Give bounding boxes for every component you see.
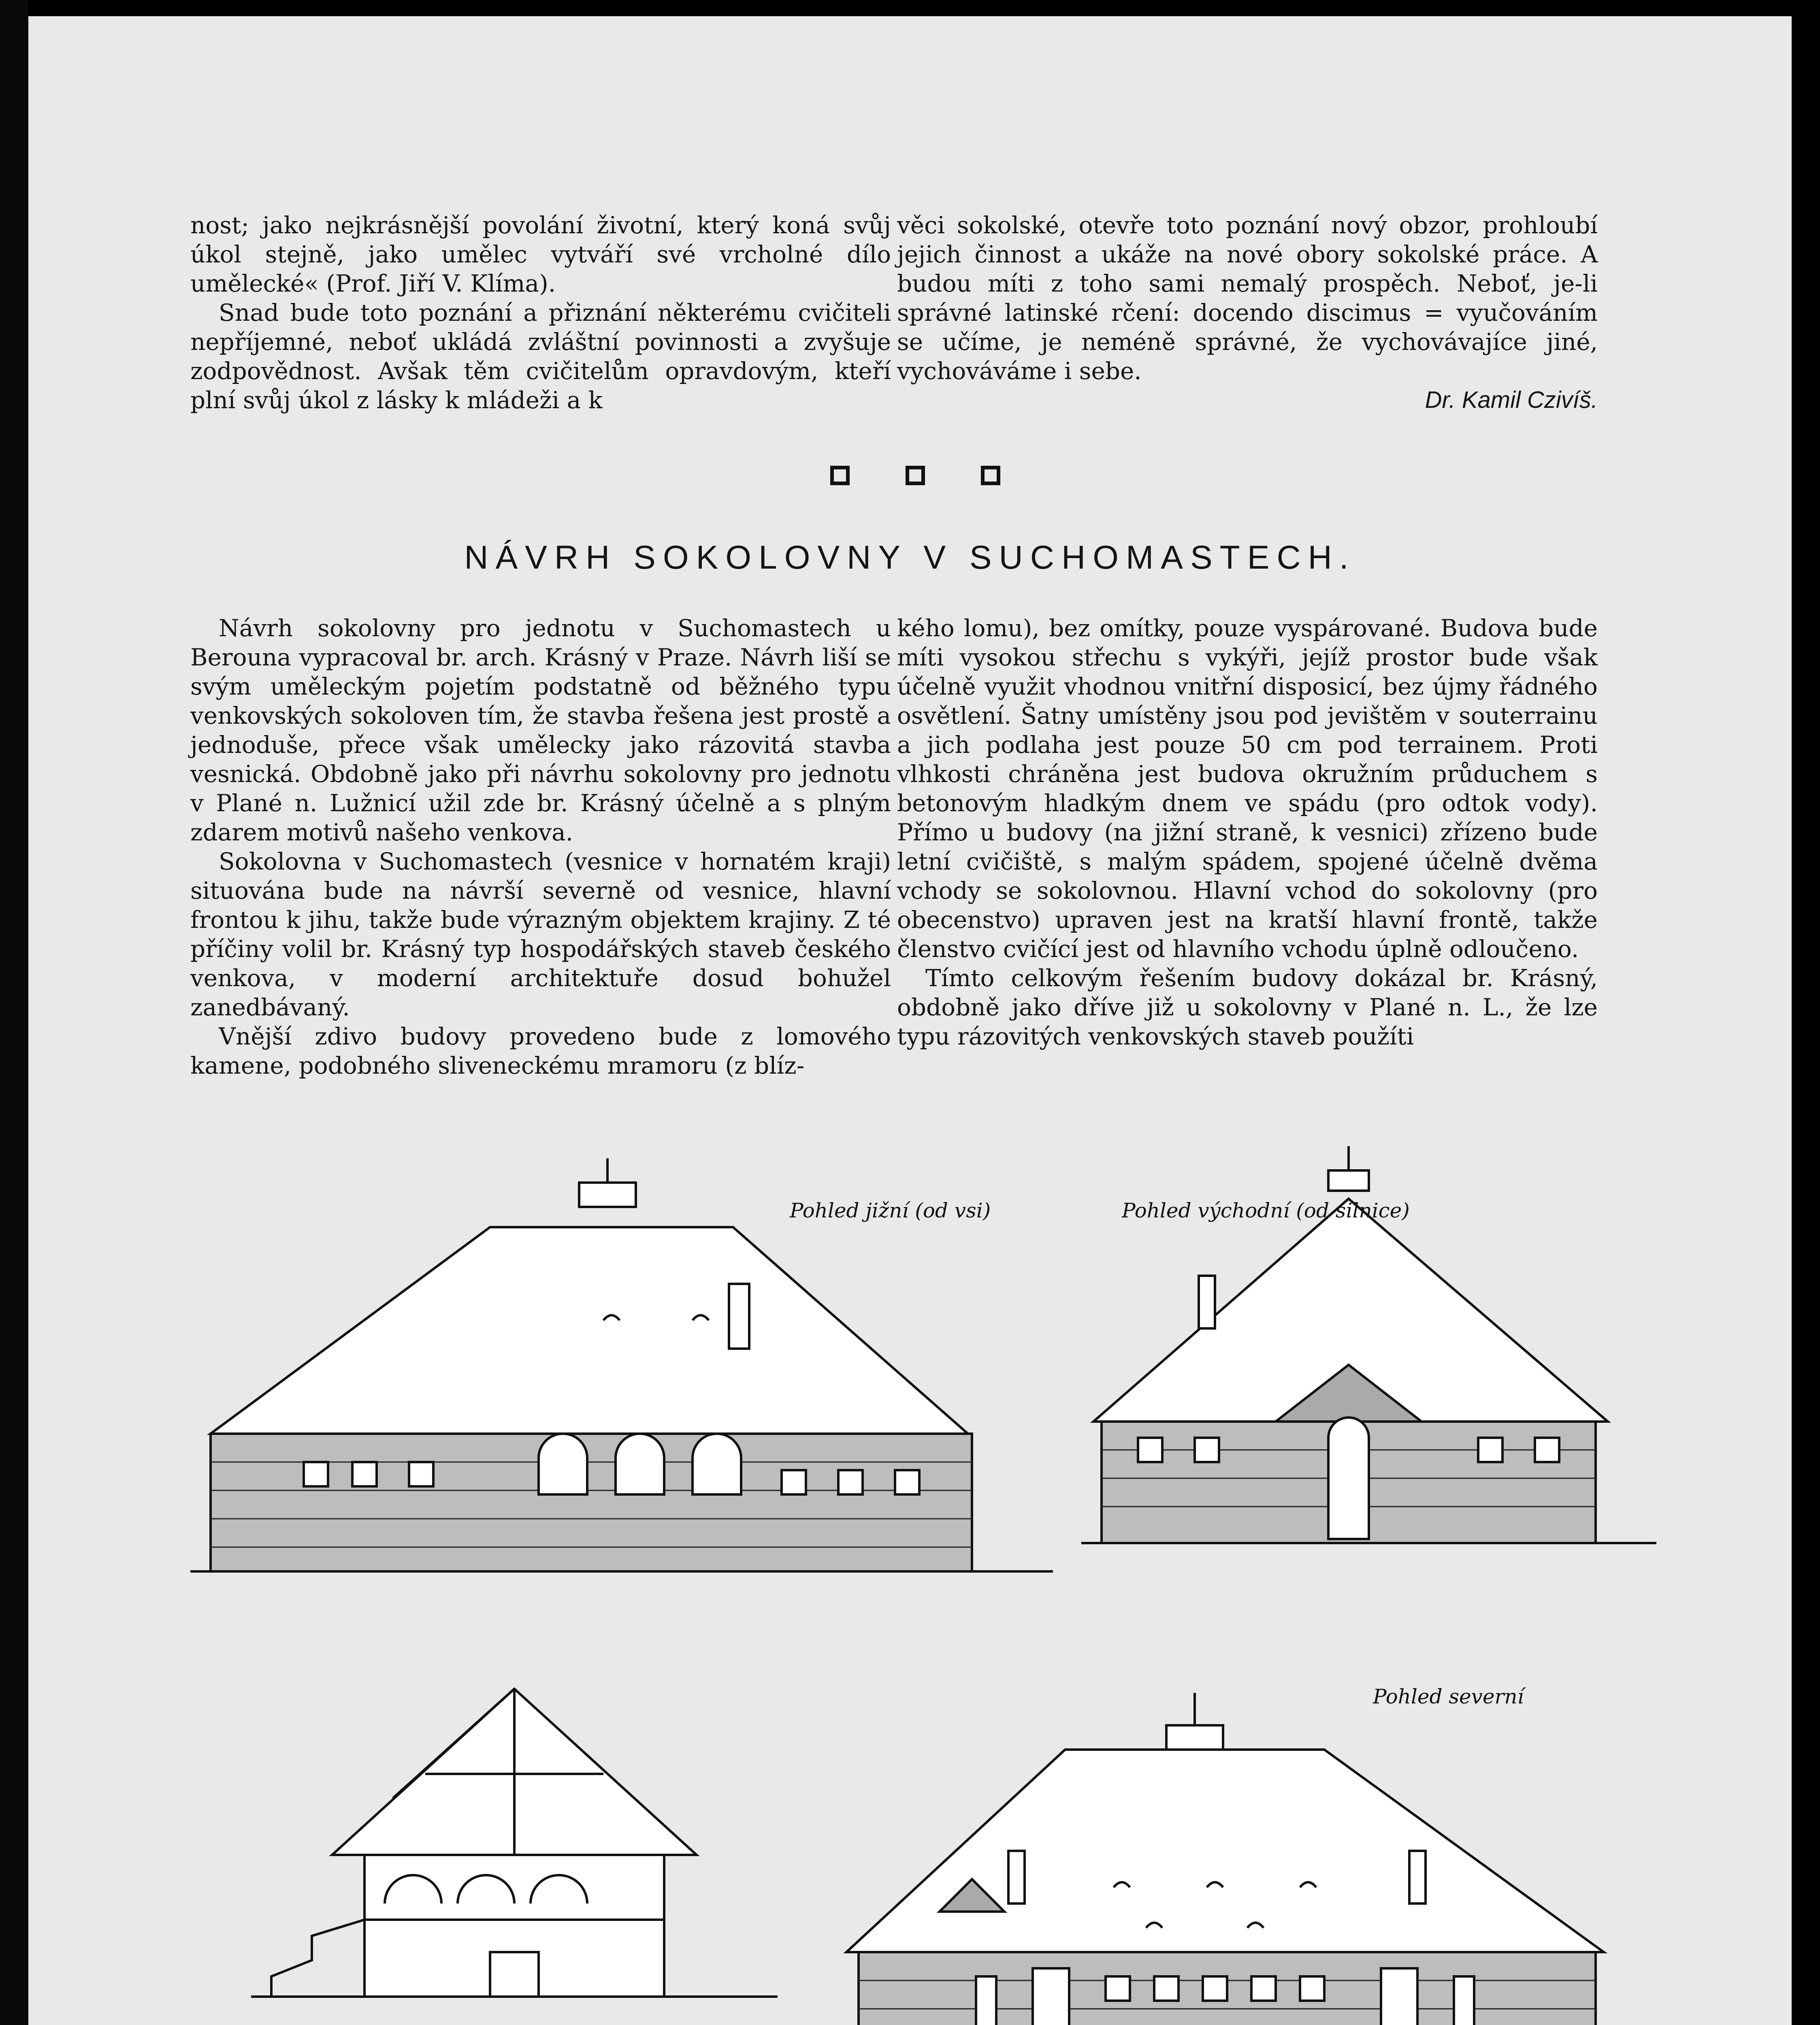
caption-north: Pohled severní <box>1373 1685 1524 1708</box>
intro-right-p1: věci sokolské, otevře toto poznání nový obzor, prohloubí jejich činnost a ukáže na nové obory sokolské práce. A budou míti z toho sami nemalý prospěch. Neboť, je-li správné latinské rčení: docendo discimus = vyučováním se učíme, je neméně správné, že vychovávajíce jiné, vychováváme i sebe. <box>897 211 1598 385</box>
intro-left-p1: nost; jako nejkrásnější povolání životní, který koná svůj úkol stejně, jako umělec vytváří své vrcholné dílo umělecké« (Prof. Jiří V. Klíma). <box>190 211 891 297</box>
article-left-p3: Vnější zdivo budovy provedeno bude z lomového kamene, podobného sliveneckému mramoru (z blíz- <box>190 1023 891 1079</box>
scan-border <box>0 0 28 2025</box>
north-elevation-drawing <box>822 1677 1632 2025</box>
article-right-column <box>897 614 1598 1051</box>
separator-square-3 <box>981 466 1000 485</box>
article-left-column <box>190 614 891 1080</box>
article-title: NÁVRH SOKOLOVNY V SUCHOMASTECH. <box>464 539 1356 576</box>
page <box>28 16 1792 2025</box>
caption-south: Pohled jižní (od vsi) <box>790 1199 991 1222</box>
caption-east: Pohled východní (od silnice) <box>1122 1199 1410 1222</box>
intro-right-column <box>897 211 1598 415</box>
article-left-p1: Návrh sokolovny pro jednotu v Suchomastech u Berouna vypracoval br. arch. Krásný v Praze. Návrh liší se svým uměleckým pojetím podstatně od běžného typu venkovských sokoloven tím, že stavba řešena jest prostě a jednoduše, přece však umělecky jako rázovitá stavba vesnická. Obdobně jako při návrhu sokolovny pro jednotu v Plané n. Lužnicí užil zde br. Krásný účelně a s plným zdarem motivů našeho venkova. <box>190 614 891 846</box>
cross-section-drawing <box>231 1677 798 2025</box>
article-right-p1: kého lomu), bez omítky, pouze vyspárované. Budova bude míti vysokou střechu s vykýři, jejíž prostor bude však účelně využit vhodnou vnitřní disposicí, bez újmy řádného osvětlení. Šatny umístěny jsou pod jevištěm v souterrainu a jich podlaha jest pouze 50 cm pod terrainem. Proti vlhkosti chráněna jest budova okružním průduchem s betonovým hladkým dnem ve spádu (pro odtok vody). Přímo u budovy (na jižní straně, k vesnici) zřízeno bude letní cvičiště, s malým spádem, spojené účelně dvěma vchody se sokolovnou. Hlavní vchod do sokolovny (pro obecenstvo) upraven jest na kratší hlavní frontě, takže členstvo cvičící jest od hlavního vchodu úplně odloučeno. <box>897 614 1598 963</box>
separator-square-2 <box>906 466 925 485</box>
intro-left-column <box>190 211 891 415</box>
signature: Dr. Kamil Czivíš. <box>1425 387 1598 413</box>
intro-left-p2: Snad bude toto poznání a přiznání některému cvičiteli nepříjemné, neboť ukládá zvláštní povinnosti a zvyšuje zodpovědnost. Avšak těm cvičitelům opravdovým, kteří plní svůj úkol z lásky k mládeži a k <box>190 299 891 414</box>
section-separator <box>830 466 1000 494</box>
separator-square-1 <box>830 466 850 485</box>
article-left-p2: Sokolovna v Suchomastech (vesnice v hornatém kraji) situována bude na návrší severně od vesnice, hlavní frontou k jihu, takže bude výrazným objektem krajiny. Z té příčiny volil br. Krásný typ hospodářských staveb českého venkova, v moderní architektuře dosud bohužel zanedbávaný. <box>190 848 891 1021</box>
article-right-p2: Tímto celkovým řešením budovy dokázal br. Krásný, obdobně jako dříve již u sokolovny v Plané n. L., že lze typu rázovitých venkovských staveb použíti <box>897 964 1598 1050</box>
